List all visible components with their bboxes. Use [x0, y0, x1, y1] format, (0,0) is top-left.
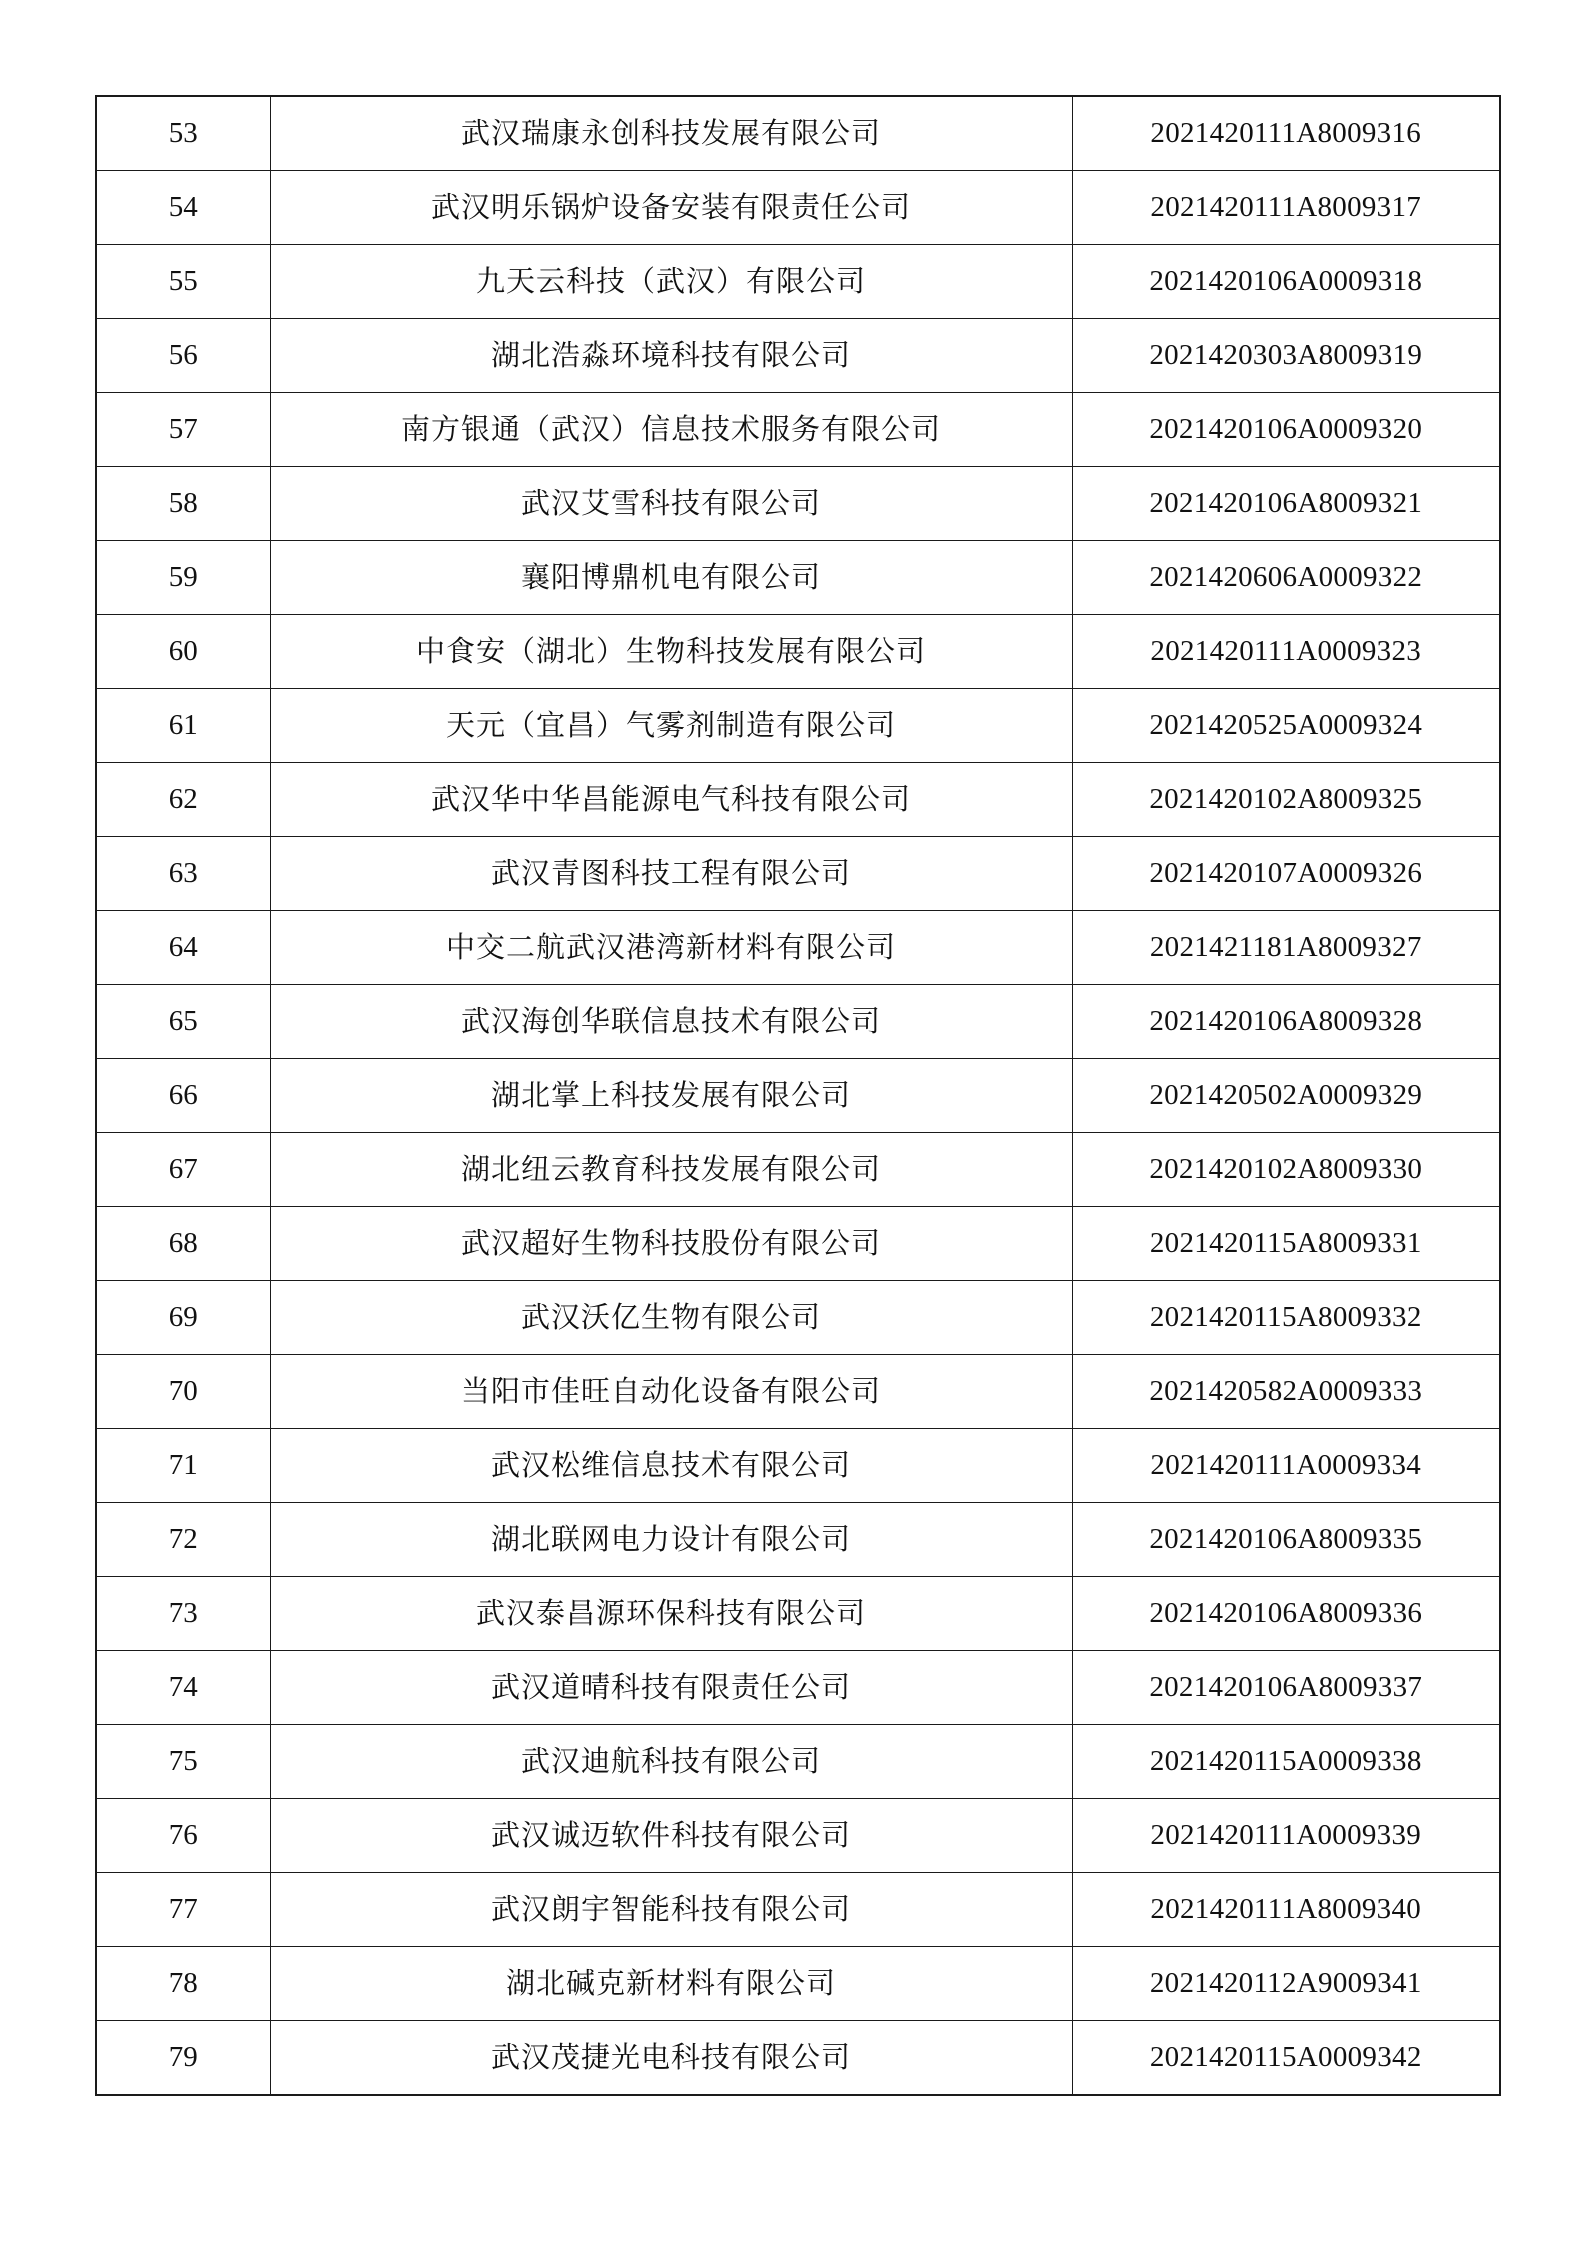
table-row [96, 171, 1500, 245]
table-row [96, 1725, 1500, 1799]
registration-code: 2021420606A0009322 [1072, 541, 1500, 615]
registration-code: 2021420111A0009334 [1072, 1429, 1500, 1503]
company-name: 武汉沃亿生物有限公司 [270, 1281, 1072, 1355]
row-number: 66 [96, 1059, 270, 1133]
table-row [96, 1281, 1500, 1355]
registration-code: 2021420111A8009316 [1072, 96, 1500, 171]
company-name: 武汉朗宇智能科技有限公司 [270, 1873, 1072, 1947]
row-number: 67 [96, 1133, 270, 1207]
registration-code: 2021420111A8009340 [1072, 1873, 1500, 1947]
company-name: 武汉海创华联信息技术有限公司 [270, 985, 1072, 1059]
company-name: 武汉瑞康永创科技发展有限公司 [270, 96, 1072, 171]
row-number: 62 [96, 763, 270, 837]
row-number: 56 [96, 319, 270, 393]
registration-code: 2021420115A0009342 [1072, 2021, 1500, 2096]
table-row [96, 689, 1500, 763]
company-name: 南方银通（武汉）信息技术服务有限公司 [270, 393, 1072, 467]
company-name: 中食安（湖北）生物科技发展有限公司 [270, 615, 1072, 689]
company-registry-table [95, 95, 1501, 2096]
company-name: 中交二航武汉港湾新材料有限公司 [270, 911, 1072, 985]
row-number: 65 [96, 985, 270, 1059]
company-name: 武汉泰昌源环保科技有限公司 [270, 1577, 1072, 1651]
row-number: 55 [96, 245, 270, 319]
registration-code: 2021420502A0009329 [1072, 1059, 1500, 1133]
row-number: 79 [96, 2021, 270, 2096]
company-name: 湖北碱克新材料有限公司 [270, 1947, 1072, 2021]
table-row [96, 1059, 1500, 1133]
table-row [96, 1207, 1500, 1281]
registration-code: 2021420303A8009319 [1072, 319, 1500, 393]
company-name: 湖北浩淼环境科技有限公司 [270, 319, 1072, 393]
registration-code: 2021420111A0009323 [1072, 615, 1500, 689]
row-number: 60 [96, 615, 270, 689]
registration-code: 2021420111A0009339 [1072, 1799, 1500, 1873]
row-number: 74 [96, 1651, 270, 1725]
table-row [96, 1947, 1500, 2021]
company-name: 武汉华中华昌能源电气科技有限公司 [270, 763, 1072, 837]
company-name: 武汉迪航科技有限公司 [270, 1725, 1072, 1799]
row-number: 64 [96, 911, 270, 985]
registration-code: 2021420106A8009328 [1072, 985, 1500, 1059]
table-row [96, 763, 1500, 837]
row-number: 59 [96, 541, 270, 615]
company-name: 九天云科技（武汉）有限公司 [270, 245, 1072, 319]
company-name: 武汉道晴科技有限责任公司 [270, 1651, 1072, 1725]
row-number: 77 [96, 1873, 270, 1947]
table-row [96, 1873, 1500, 1947]
company-name: 武汉艾雪科技有限公司 [270, 467, 1072, 541]
table-row [96, 467, 1500, 541]
row-number: 61 [96, 689, 270, 763]
registration-code: 2021420106A0009320 [1072, 393, 1500, 467]
table-row [96, 1577, 1500, 1651]
row-number: 71 [96, 1429, 270, 1503]
registration-code: 2021420582A0009333 [1072, 1355, 1500, 1429]
table-row [96, 2021, 1500, 2096]
company-name: 天元（宜昌）气雾剂制造有限公司 [270, 689, 1072, 763]
registration-code: 2021420111A8009317 [1072, 171, 1500, 245]
table-row [96, 1651, 1500, 1725]
table-row [96, 1799, 1500, 1873]
company-name: 湖北联网电力设计有限公司 [270, 1503, 1072, 1577]
registration-code: 2021420115A8009332 [1072, 1281, 1500, 1355]
row-number: 68 [96, 1207, 270, 1281]
company-name: 当阳市佳旺自动化设备有限公司 [270, 1355, 1072, 1429]
registration-code: 2021420525A0009324 [1072, 689, 1500, 763]
row-number: 63 [96, 837, 270, 911]
registration-code: 2021420106A8009336 [1072, 1577, 1500, 1651]
row-number: 76 [96, 1799, 270, 1873]
row-number: 78 [96, 1947, 270, 2021]
row-number: 70 [96, 1355, 270, 1429]
company-name: 武汉茂捷光电科技有限公司 [270, 2021, 1072, 2096]
registration-code: 2021420115A8009331 [1072, 1207, 1500, 1281]
registration-code: 2021420107A0009326 [1072, 837, 1500, 911]
table-row [96, 541, 1500, 615]
registration-code: 2021420106A0009318 [1072, 245, 1500, 319]
registration-code: 2021420112A9009341 [1072, 1947, 1500, 2021]
row-number: 69 [96, 1281, 270, 1355]
registration-code: 2021420102A8009330 [1072, 1133, 1500, 1207]
table-row [96, 96, 1500, 171]
row-number: 57 [96, 393, 270, 467]
registration-code: 2021420106A8009337 [1072, 1651, 1500, 1725]
table-row [96, 1503, 1500, 1577]
row-number: 75 [96, 1725, 270, 1799]
company-name: 湖北纽云教育科技发展有限公司 [270, 1133, 1072, 1207]
registration-code: 2021420106A8009335 [1072, 1503, 1500, 1577]
row-number: 73 [96, 1577, 270, 1651]
table-row [96, 319, 1500, 393]
table-row [96, 615, 1500, 689]
table-row [96, 1429, 1500, 1503]
table-row [96, 911, 1500, 985]
table-row [96, 837, 1500, 911]
registration-code: 2021420106A8009321 [1072, 467, 1500, 541]
registration-code: 2021421181A8009327 [1072, 911, 1500, 985]
company-name: 武汉青图科技工程有限公司 [270, 837, 1072, 911]
table-body [96, 96, 1500, 2095]
table-row [96, 393, 1500, 467]
company-name: 武汉松维信息技术有限公司 [270, 1429, 1072, 1503]
table-row [96, 1355, 1500, 1429]
row-number: 54 [96, 171, 270, 245]
table-row [96, 1133, 1500, 1207]
registration-code: 2021420115A0009338 [1072, 1725, 1500, 1799]
row-number: 58 [96, 467, 270, 541]
company-name: 武汉诚迈软件科技有限公司 [270, 1799, 1072, 1873]
row-number: 72 [96, 1503, 270, 1577]
company-name: 湖北掌上科技发展有限公司 [270, 1059, 1072, 1133]
company-name: 武汉超好生物科技股份有限公司 [270, 1207, 1072, 1281]
table-row [96, 985, 1500, 1059]
row-number: 53 [96, 96, 270, 171]
table-row [96, 245, 1500, 319]
company-name: 襄阳博鼎机电有限公司 [270, 541, 1072, 615]
company-name: 武汉明乐锅炉设备安装有限责任公司 [270, 171, 1072, 245]
registration-code: 2021420102A8009325 [1072, 763, 1500, 837]
